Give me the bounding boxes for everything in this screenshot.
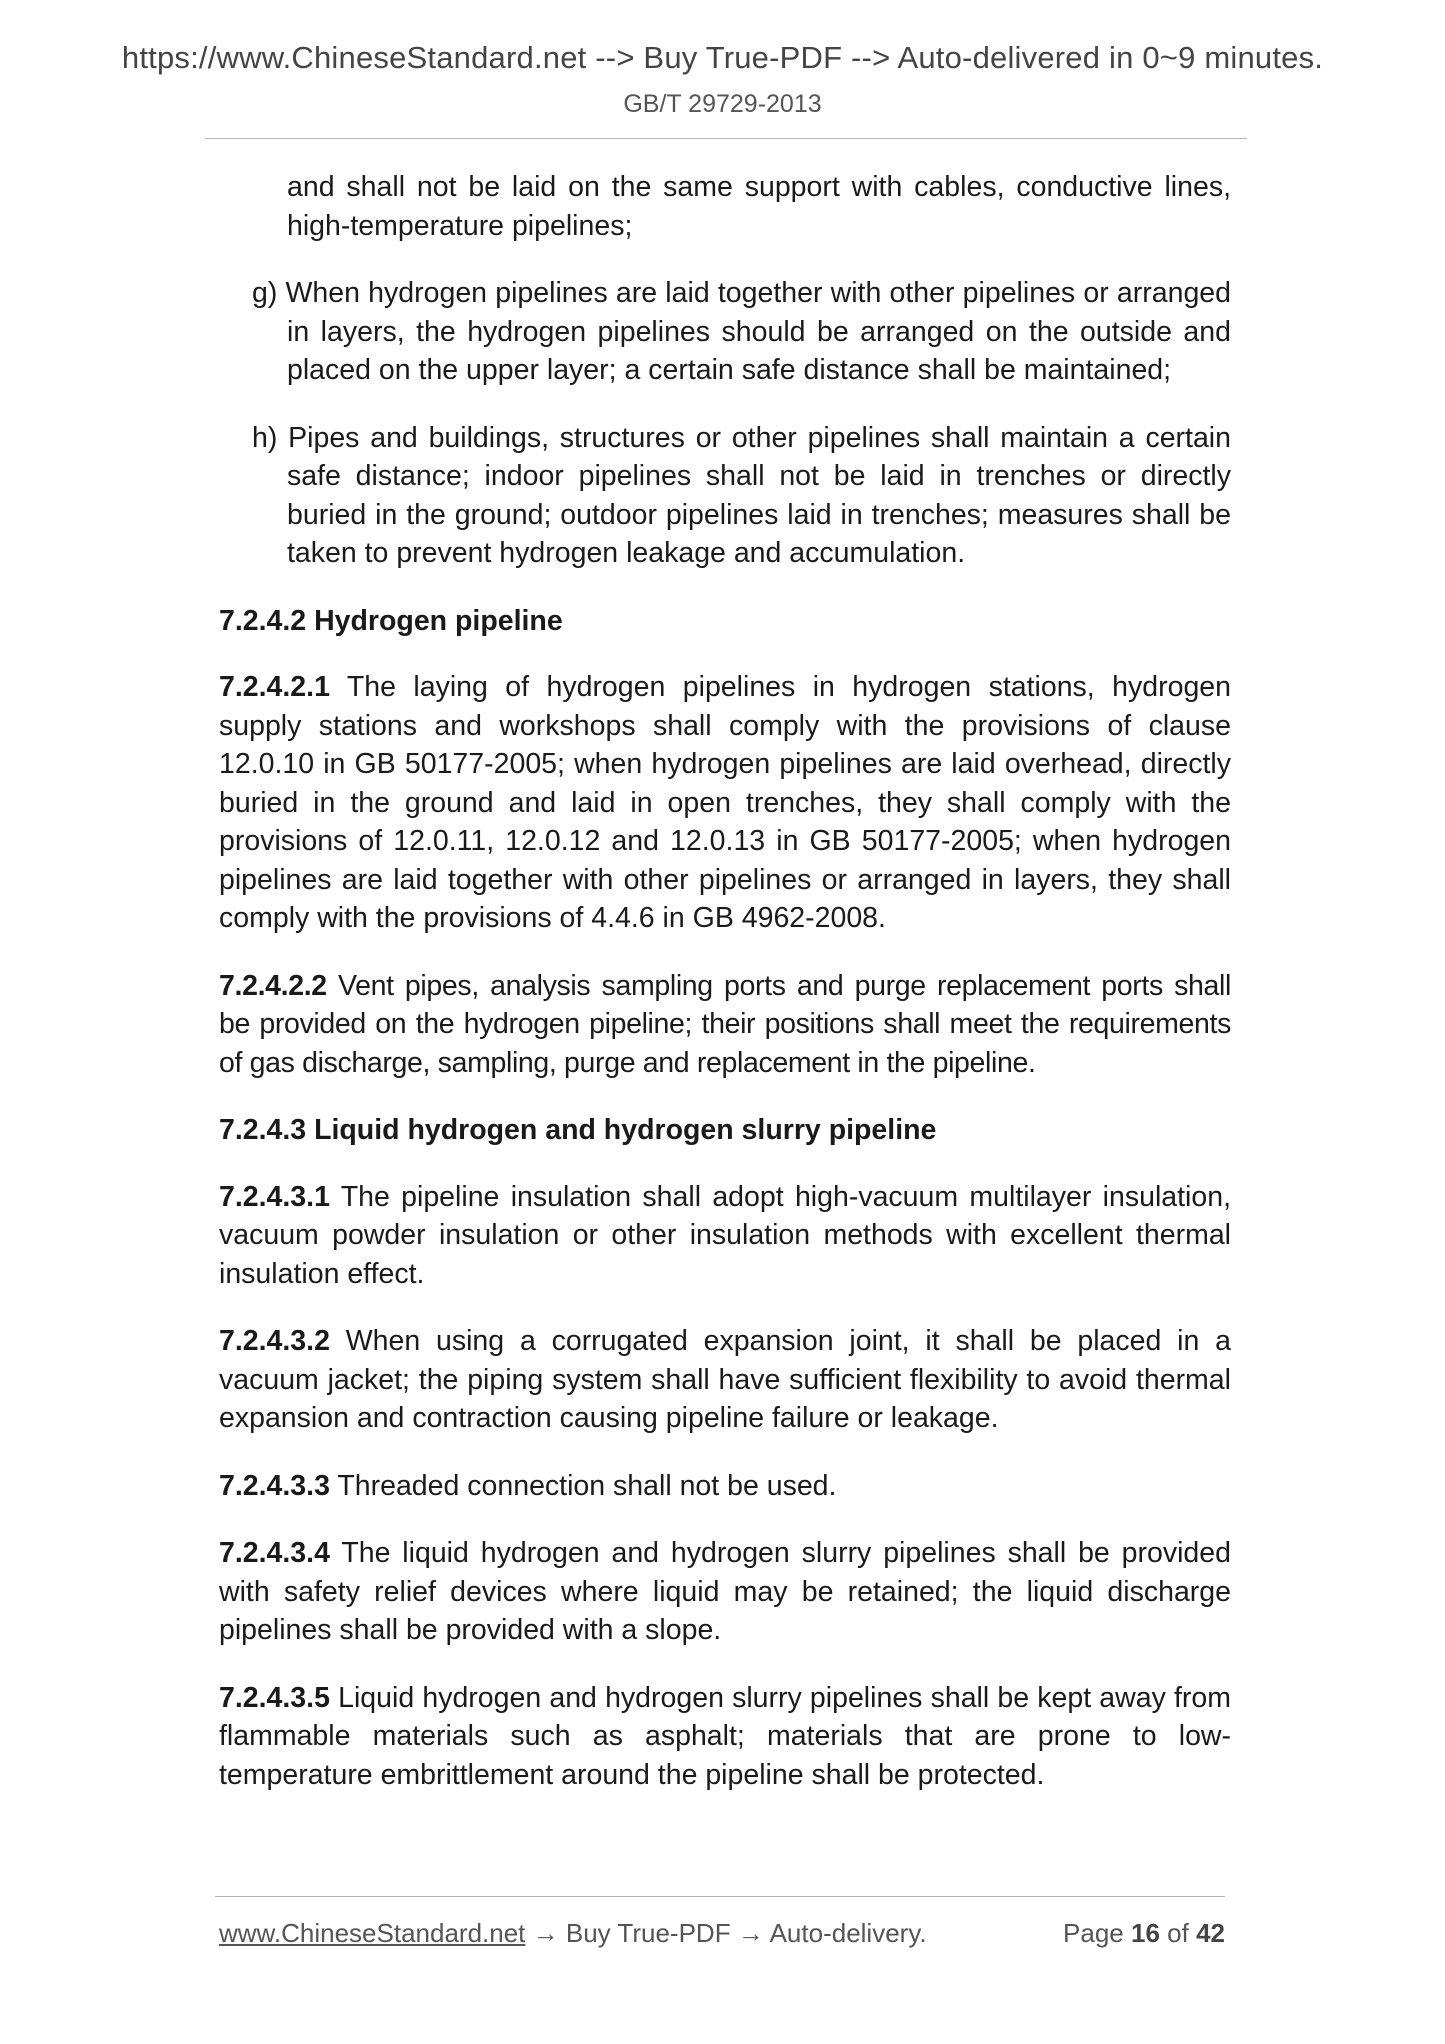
document-body [219, 168, 1231, 1823]
clause-number: 7.2.4.3.2 [219, 1325, 330, 1357]
clause-number: 7.2.4.2.1 [219, 671, 330, 703]
clause-text: Vent pipes, analysis sampling ports and purge replacement ports shall be provided on the hydrogen pipeline; their positions shall meet the requirements of gas discharge, sampling, purge and replacement in the pipeline. [219, 969, 1231, 1079]
page-word: Page [1063, 1918, 1124, 1948]
site-link[interactable]: www.ChineseStandard.net [219, 1918, 526, 1948]
clause-text: When using a corrugated expansion joint, it shall be placed in a vacuum jacket; the piping system shall have sufficient flexibility to avoid thermal expansion and contraction causing pipeline failure or leakage. [219, 1325, 1231, 1434]
page-footer [219, 1918, 1225, 1949]
standard-code: GB/T 29729-2013 [623, 90, 822, 118]
clause-number: 7.2.4.3.5 [219, 1681, 330, 1714]
clause-7-2-4-3-4 [219, 1534, 1231, 1650]
clause-7-2-4-3-5 [219, 1679, 1231, 1795]
clause-7-2-4-3-1 [219, 1178, 1231, 1294]
clause-7-2-4-3-3 [219, 1467, 1231, 1506]
section-heading-7-2-4-3: 7.2.4.3 Liquid hydrogen and hydrogen slurry pipeline [219, 1114, 937, 1146]
page-of: of [1167, 1918, 1189, 1948]
clause-text: Liquid hydrogen and hydrogen slurry pipelines shall be kept away from flammable materials such as asphalt; materials that are prone to low-temperature embrittlement around the pipeline shall be protected. [219, 1681, 1231, 1791]
clause-number: 7.2.4.2.2 [219, 969, 327, 1002]
list-item-continuation: and shall not be laid on the same support with cables, conductive lines, high-temperature pipelines; [287, 171, 1231, 242]
section-heading-7-2-4-2: 7.2.4.2 Hydrogen pipeline [219, 604, 563, 637]
footer-divider [215, 1896, 1225, 1897]
clause-text: The pipeline insulation shall adopt high-vacuum multilayer insulation, vacuum powder insulation or other insulation methods with excellent thermal insulation effect. [219, 1180, 1232, 1290]
list-item-g: g) When hydrogen pipelines are laid together with other pipelines or arranged in layers, the hydrogen pipelines should be arranged on the outside and placed on the upper layer; a certain safe distance shall be maintained; [252, 277, 1231, 386]
clause-text: The liquid hydrogen and hydrogen slurry pipelines shall be provided with safety relief devices where liquid may be retained; the liquid discharge pipelines shall be provided with a slope. [219, 1537, 1231, 1646]
footer-promo [219, 1918, 927, 1948]
clause-text: Threaded connection shall not be used. [337, 1469, 837, 1502]
list-item-h: h) Pipes and buildings, structures or other pipelines shall maintain a certain safe distance; indoor pipelines shall not be laid in trenches or directly buried in the ground; outdoor pipelines laid in trenches; measures shall be taken to prevent hydrogen leakage and accumulation. [252, 421, 1231, 569]
page-current: 16 [1131, 1918, 1160, 1948]
delivery-text: → Buy True-PDF → Auto-delivery. [532, 1918, 927, 1948]
header-url-line: https://www.ChineseStandard.net --> Buy True-PDF --> Auto-delivered in 0~9 minutes. [121, 40, 1324, 75]
header-divider [205, 138, 1247, 139]
clause-number: 7.2.4.3.4 [219, 1537, 330, 1569]
clause-7-2-4-3-2 [219, 1322, 1231, 1438]
page-total: 42 [1196, 1918, 1225, 1948]
page-indicator [1063, 1918, 1225, 1949]
clause-7-2-4-2-2 [219, 967, 1231, 1083]
clause-7-2-4-2-1 [219, 668, 1231, 938]
clause-text: The laying of hydrogen pipelines in hydrogen stations, hydrogen supply stations and workshops shall comply with the provisions of clause 12.0.10 in GB 50177-2005; when hydrogen pipelines are laid overhead, directly buried in the ground and laid in open trenches, they shall comply with the provisions of 12.0.11, 12.0.12 and 12.0.13 in GB 50177-2005; when hydrogen pipelines are laid together with other pipelines or arranged in layers, they shall comply with the provisions of 4.4.6 in GB 4962-2008. [219, 671, 1231, 934]
clause-number: 7.2.4.3.1 [219, 1180, 330, 1213]
clause-number: 7.2.4.3.3 [219, 1469, 330, 1502]
